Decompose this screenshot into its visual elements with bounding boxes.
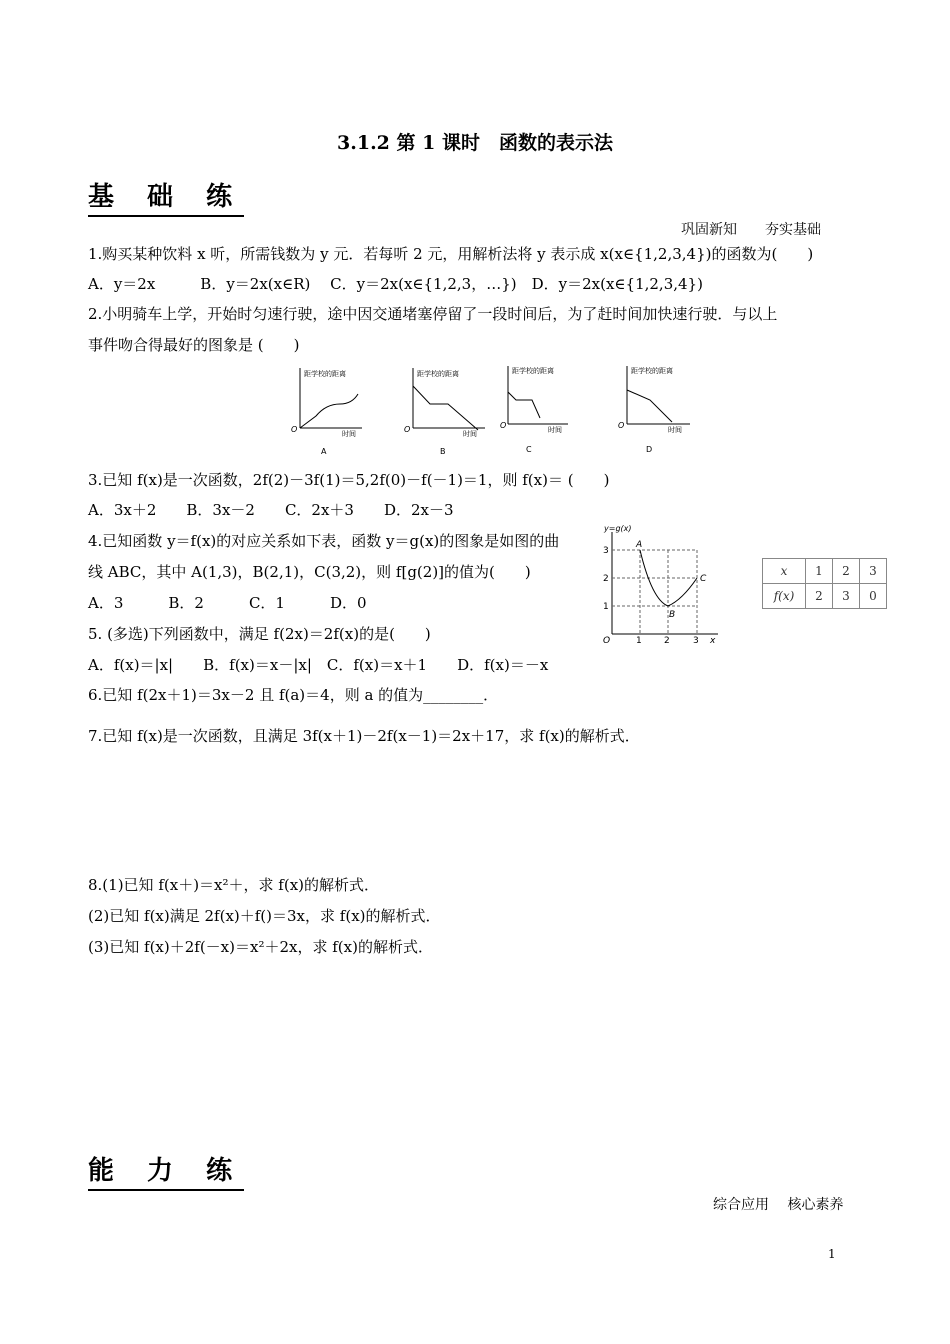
q2-d-origin: O	[618, 421, 625, 430]
q4-table-cell: 0	[860, 584, 887, 609]
q2-d-xlabel: 时间	[668, 426, 682, 434]
q8-part3: (3)已知 f(x)＋2f(－x)＝x²＋2x，求 f(x)的解析式．	[88, 938, 433, 956]
q2-a-origin: O	[291, 425, 298, 434]
q2-a-xlabel: 时间	[342, 430, 356, 438]
q4-table-cell: 2	[806, 584, 833, 609]
q2-d-ylabel: 距学校的距离	[631, 367, 673, 375]
section-heading-ability: 能 力 练	[88, 1150, 244, 1191]
q4-graph	[600, 522, 725, 647]
q4-table-value-row	[763, 584, 887, 609]
q2-graphs	[280, 360, 700, 460]
q4-table-cell: x	[763, 559, 806, 584]
page-number: 1	[828, 1247, 836, 1261]
q4-xtick-3: 3	[693, 636, 699, 646]
q4-origin: O	[603, 636, 611, 646]
q5-options: A．f(x)＝|x| B．f(x)＝x－|x| C．f(x)＝x＋1 D．f(x)＝－x	[88, 656, 549, 674]
q2-c-origin: O	[500, 421, 507, 430]
q4-table-cell: f(x)	[763, 584, 806, 609]
q4-table-cell: 2	[833, 559, 860, 584]
q2-b-xlabel: 时间	[463, 430, 477, 438]
q2-stem-line2: 事件吻合得最好的图象是 ( )	[88, 336, 300, 354]
q2-stem-line1: 2.小明骑车上学，开始时匀速行驶，途中因交通堵塞停留了一段时间后，为了赶时间加快速行驶．与以上	[88, 305, 778, 323]
q4-table-header-row	[763, 559, 887, 584]
q4-table-cell: 3	[833, 584, 860, 609]
section-heading-basic: 基 础 练	[88, 176, 244, 217]
q2-c-option: C	[526, 445, 532, 454]
q2-a-ylabel: 距学校的距离	[304, 370, 346, 378]
q4-point-a: A	[636, 540, 643, 550]
q2-c-xlabel: 时间	[548, 426, 562, 434]
q4-point-b: B	[669, 610, 676, 620]
q4-table-cell: 1	[806, 559, 833, 584]
q4-xtick-2: 2	[664, 636, 670, 646]
q7-stem: 7.已知 f(x)是一次函数，且满足 3f(x＋1)－2f(x－1)＝2x＋17，求 f(x)的解析式．	[88, 727, 640, 745]
q4-ytick-2: 2	[603, 574, 609, 584]
q1-stem: 1.购买某种饮料 x 听，所需钱数为 y 元．若每听 2 元，用解析法将 y 表示成 x(x∈{1,2,3,4})的函数为( )	[88, 245, 814, 263]
q2-graph-b	[404, 368, 485, 456]
q8-part1: 8.(1)已知 f(x＋)＝x²＋，求 f(x)的解析式．	[88, 876, 379, 894]
q2-graph-a	[291, 368, 362, 456]
q4-xtick-1: 1	[636, 636, 642, 646]
q2-c-ylabel: 距学校的距离	[512, 367, 554, 375]
q8-part2: (2)已知 f(x)满足 2f(x)＋f()＝3x，求 f(x)的解析式．	[88, 907, 441, 925]
q4-table	[762, 558, 887, 609]
section-tagline-basic: 巩固新知 夯实基础	[681, 222, 821, 238]
q4-stem-line2: 线 ABC，其中 A(1,3)，B(2,1)，C(3,2)，则 f[g(2)]的值为( )	[88, 563, 531, 581]
q2-b-origin: O	[404, 425, 411, 434]
q3-options: A．3x＋2 B．3x－2 C．2x＋3 D．2x－3	[88, 501, 454, 519]
q4-table-cell: 3	[860, 559, 887, 584]
q2-graph-c	[500, 366, 568, 454]
q4-graph-ylabel: y=g(x)	[604, 524, 632, 533]
q6-stem: 6.已知 f(2x＋1)＝3x－2 且 f(a)＝4，则 a 的值为________．	[88, 686, 499, 704]
q4-point-c: C	[700, 574, 707, 584]
q4-stem-line1: 4.已知函数 y＝f(x)的对应关系如下表，函数 y＝g(x)的图象是如图的曲	[88, 532, 560, 550]
q4-ytick-1: 1	[603, 602, 609, 612]
q2-a-option: A	[321, 447, 327, 456]
page-title: 3.1.2 第 1 课时 函数的表示法	[337, 132, 613, 154]
q1-options: A．y＝2x B．y＝2x(x∈R) C．y＝2x(x∈{1,2,3，…}) D．y＝2x(x∈{1,2,3,4})	[88, 275, 703, 293]
q2-d-option: D	[646, 445, 653, 454]
q4-ytick-3: 3	[603, 546, 609, 556]
q3-stem: 3.已知 f(x)是一次函数，2f(2)－3f(1)＝5,2f(0)－f(－1)＝1，则 f(x)＝ ( )	[88, 471, 610, 489]
q2-b-option: B	[440, 447, 446, 456]
q2-graph-d	[618, 366, 690, 454]
q5-stem: 5. (多选)下列函数中，满足 f(2x)＝2f(x)的是( )	[88, 625, 431, 643]
q4-xaxis-label: x	[710, 636, 716, 646]
q4-options: A．3 B．2 C．1 D．0	[88, 594, 367, 612]
q2-b-ylabel: 距学校的距离	[417, 370, 459, 378]
section-tagline-ability: 综合应用 核心素养	[713, 1197, 844, 1213]
